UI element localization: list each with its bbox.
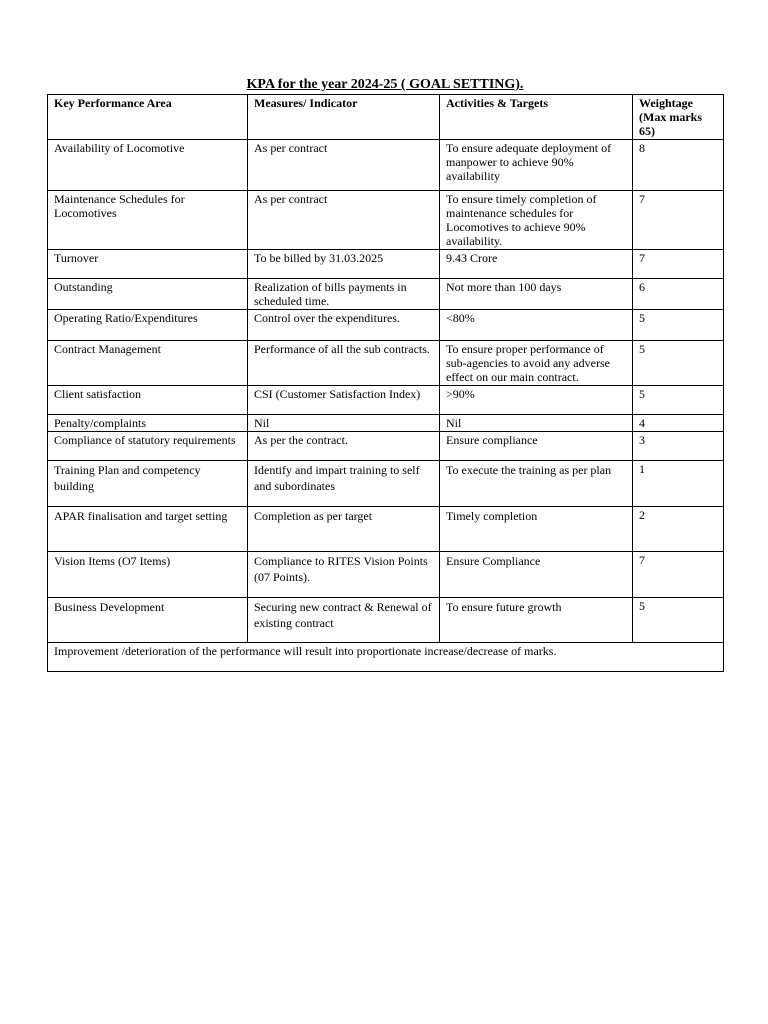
table-header-row bbox=[48, 95, 724, 140]
cell-activities: Nil bbox=[440, 415, 633, 432]
cell-measures: Completion as per target bbox=[248, 507, 440, 552]
cell-kpa: Compliance of statutory requirements bbox=[48, 432, 248, 461]
cell-activities: To ensure timely completion of maintenance schedules for Locomotives to achieve 90% availability. bbox=[440, 191, 633, 250]
cell-activities: To ensure proper performance of sub-agencies to avoid any adverse effect on our main contract. bbox=[440, 341, 633, 386]
table-row bbox=[48, 386, 724, 415]
cell-weightage: 5 bbox=[633, 310, 724, 341]
cell-activities: Not more than 100 days bbox=[440, 279, 633, 310]
cell-weightage: 5 bbox=[633, 598, 724, 643]
cell-weightage: 6 bbox=[633, 279, 724, 310]
cell-activities: Timely completion bbox=[440, 507, 633, 552]
table-row bbox=[48, 461, 724, 507]
cell-kpa: Outstanding bbox=[48, 279, 248, 310]
header-activities: Activities & Targets bbox=[440, 95, 633, 140]
cell-kpa: Maintenance Schedules for Locomotives bbox=[48, 191, 248, 250]
cell-activities: To execute the training as per plan bbox=[440, 461, 633, 507]
table-row bbox=[48, 250, 724, 279]
cell-measures: Securing new contract & Renewal of existing contract bbox=[248, 598, 440, 643]
cell-measures: Realization of bills payments in scheduled time. bbox=[248, 279, 440, 310]
table-row bbox=[48, 507, 724, 552]
kpa-table bbox=[47, 94, 724, 672]
cell-weightage: 8 bbox=[633, 140, 724, 191]
cell-activities: To ensure adequate deployment of manpower to achieve 90% availability bbox=[440, 140, 633, 191]
cell-weightage: 7 bbox=[633, 552, 724, 598]
cell-kpa: Contract Management bbox=[48, 341, 248, 386]
cell-measures: Performance of all the sub contracts. bbox=[248, 341, 440, 386]
cell-activities: <80% bbox=[440, 310, 633, 341]
cell-kpa: Operating Ratio/Expenditures bbox=[48, 310, 248, 341]
cell-kpa: Vision Items (O7 Items) bbox=[48, 552, 248, 598]
cell-measures: Control over the expenditures. bbox=[248, 310, 440, 341]
cell-measures: Compliance to RITES Vision Points (07 Points). bbox=[248, 552, 440, 598]
table-row bbox=[48, 432, 724, 461]
cell-measures: As per the contract. bbox=[248, 432, 440, 461]
table-row bbox=[48, 140, 724, 191]
cell-measures: Identify and impart training to self and subordinates bbox=[248, 461, 440, 507]
cell-weightage: 5 bbox=[633, 386, 724, 415]
cell-kpa: Availability of Locomotive bbox=[48, 140, 248, 191]
cell-weightage: 7 bbox=[633, 191, 724, 250]
table-row bbox=[48, 341, 724, 386]
cell-measures: To be billed by 31.03.2025 bbox=[248, 250, 440, 279]
cell-activities: To ensure future growth bbox=[440, 598, 633, 643]
cell-measures: As per contract bbox=[248, 140, 440, 191]
table-row bbox=[48, 279, 724, 310]
page-title: KPA for the year 2024-25 ( GOAL SETTING). bbox=[246, 77, 524, 92]
table-row bbox=[48, 415, 724, 432]
cell-weightage: 7 bbox=[633, 250, 724, 279]
cell-activities: >90% bbox=[440, 386, 633, 415]
table-row bbox=[48, 310, 724, 341]
cell-kpa: Business Development bbox=[48, 598, 248, 643]
cell-kpa: Client satisfaction bbox=[48, 386, 248, 415]
table-footer-row bbox=[48, 643, 724, 672]
table-row bbox=[48, 552, 724, 598]
cell-measures: Nil bbox=[248, 415, 440, 432]
header-weightage: Weightage (Max marks 65) bbox=[633, 95, 724, 140]
cell-weightage: 5 bbox=[633, 341, 724, 386]
header-kpa: Key Performance Area bbox=[48, 95, 248, 140]
cell-weightage: 4 bbox=[633, 415, 724, 432]
cell-activities: 9.43 Crore bbox=[440, 250, 633, 279]
cell-measures: CSI (Customer Satisfaction Index) bbox=[248, 386, 440, 415]
cell-weightage: 3 bbox=[633, 432, 724, 461]
cell-activities: Ensure compliance bbox=[440, 432, 633, 461]
table-row bbox=[48, 598, 724, 643]
footer-note: Improvement /deterioration of the performance will result into proportionate increase/decrease of marks. bbox=[48, 643, 724, 672]
cell-weightage: 1 bbox=[633, 461, 724, 507]
cell-kpa: Penalty/complaints bbox=[48, 415, 248, 432]
cell-activities: Ensure Compliance bbox=[440, 552, 633, 598]
cell-measures: As per contract bbox=[248, 191, 440, 250]
header-measures: Measures/ Indicator bbox=[248, 95, 440, 140]
table-row bbox=[48, 191, 724, 250]
cell-weightage: 2 bbox=[633, 507, 724, 552]
cell-kpa: Turnover bbox=[48, 250, 248, 279]
cell-kpa: APAR finalisation and target setting bbox=[48, 507, 248, 552]
cell-kpa: Training Plan and competency building bbox=[48, 461, 248, 507]
